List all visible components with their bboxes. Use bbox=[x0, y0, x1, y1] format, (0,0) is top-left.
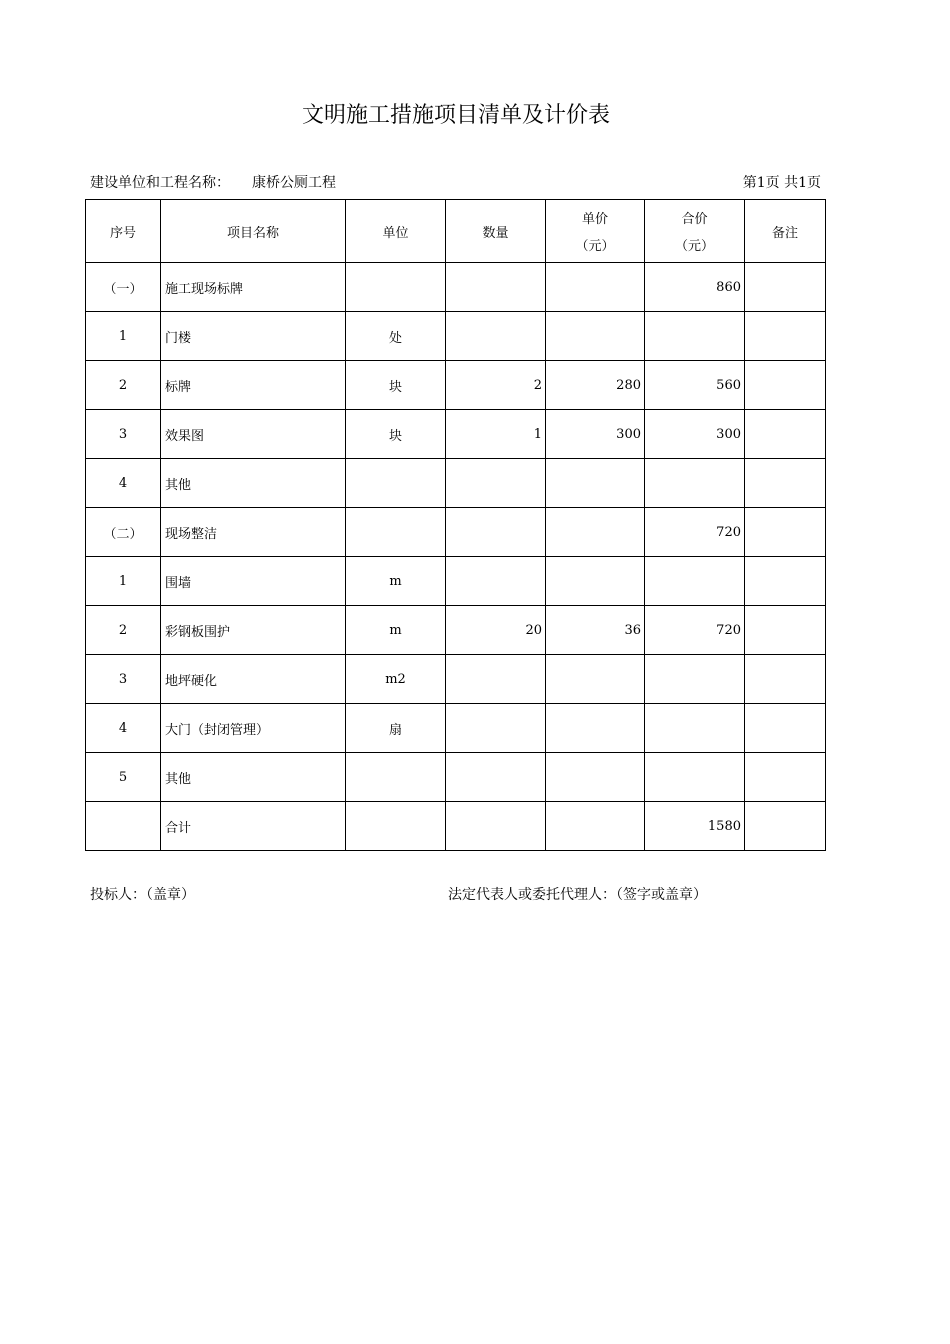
cell-total-price bbox=[645, 655, 745, 704]
cell-seq: 4 bbox=[86, 704, 161, 753]
cell-seq: （一） bbox=[86, 263, 161, 312]
cell-unit bbox=[346, 753, 446, 802]
header-unit-price-line2: （元） bbox=[575, 239, 615, 254]
cell-total-price bbox=[645, 753, 745, 802]
header-total-price bbox=[645, 200, 745, 263]
cell-unit-price bbox=[546, 508, 645, 557]
cell-remark bbox=[745, 753, 826, 802]
cell-unit-price bbox=[546, 459, 645, 508]
table-row bbox=[86, 312, 826, 361]
cell-total-price: 860 bbox=[645, 263, 745, 312]
cell-unit-price bbox=[546, 753, 645, 802]
page-title: 文明施工措施项目清单及计价表 bbox=[301, 103, 610, 128]
cell-quantity bbox=[446, 753, 546, 802]
cell-unit: 块 bbox=[346, 361, 446, 410]
cell-unit: 扇 bbox=[346, 704, 446, 753]
cell-total-price: 300 bbox=[645, 410, 745, 459]
cell-item-name: 其他 bbox=[161, 459, 346, 508]
cell-seq: 2 bbox=[86, 361, 161, 410]
cell-total-price: 720 bbox=[645, 606, 745, 655]
cell-quantity: 1 bbox=[446, 410, 546, 459]
cell-quantity bbox=[446, 802, 546, 851]
table-row bbox=[86, 508, 826, 557]
cell-quantity bbox=[446, 557, 546, 606]
cell-item-name: 施工现场标牌 bbox=[161, 263, 346, 312]
table-header-row bbox=[86, 200, 826, 263]
cell-unit-price: 36 bbox=[546, 606, 645, 655]
table-row bbox=[86, 459, 826, 508]
cell-seq: 3 bbox=[86, 655, 161, 704]
cell-total-price: 1580 bbox=[645, 802, 745, 851]
cell-item-name: 合计 bbox=[161, 802, 346, 851]
project-label: 建设单位和工程名称： bbox=[90, 175, 230, 191]
cell-total-price bbox=[645, 704, 745, 753]
cell-total-price bbox=[645, 557, 745, 606]
cell-unit: m bbox=[346, 606, 446, 655]
header-qty: 数量 bbox=[446, 200, 546, 263]
cell-unit-price bbox=[546, 704, 645, 753]
cell-unit-price: 300 bbox=[546, 410, 645, 459]
cell-remark bbox=[745, 655, 826, 704]
cell-quantity bbox=[446, 459, 546, 508]
cell-item-name: 其他 bbox=[161, 753, 346, 802]
cell-remark bbox=[745, 312, 826, 361]
cell-remark bbox=[745, 459, 826, 508]
cell-unit bbox=[346, 459, 446, 508]
cell-seq: 4 bbox=[86, 459, 161, 508]
representative-signature: 法定代表人或委托代理人：（签字或盖章） bbox=[448, 887, 707, 903]
header-total-price-line1: 合价 bbox=[681, 212, 708, 227]
table-row bbox=[86, 557, 826, 606]
header-unit-price-line1: 单价 bbox=[581, 212, 608, 227]
cell-unit: 块 bbox=[346, 410, 446, 459]
table-row bbox=[86, 361, 826, 410]
cell-remark bbox=[745, 263, 826, 312]
cell-unit-price bbox=[546, 263, 645, 312]
table-row bbox=[86, 704, 826, 753]
cell-remark bbox=[745, 410, 826, 459]
cell-quantity: 20 bbox=[446, 606, 546, 655]
cell-remark bbox=[745, 508, 826, 557]
table-row bbox=[86, 263, 826, 312]
cell-seq: 3 bbox=[86, 410, 161, 459]
cell-seq: 2 bbox=[86, 606, 161, 655]
cell-unit: m bbox=[346, 557, 446, 606]
cell-remark bbox=[745, 802, 826, 851]
cell-unit-price bbox=[546, 557, 645, 606]
cell-remark bbox=[745, 606, 826, 655]
cell-item-name: 大门（封闭管理） bbox=[161, 704, 346, 753]
cell-total-price bbox=[645, 312, 745, 361]
cell-total-price: 560 bbox=[645, 361, 745, 410]
header-unit: 单位 bbox=[346, 200, 446, 263]
header-unit-price bbox=[546, 200, 645, 263]
table-row bbox=[86, 606, 826, 655]
header-seq: 序号 bbox=[86, 200, 161, 263]
cell-item-name: 彩钢板围护 bbox=[161, 606, 346, 655]
project-info bbox=[90, 172, 336, 192]
cell-unit-price bbox=[546, 655, 645, 704]
cell-remark bbox=[745, 361, 826, 410]
table-row bbox=[86, 655, 826, 704]
page-number: 第1页 共1页 bbox=[742, 175, 821, 191]
cell-seq: （二） bbox=[86, 508, 161, 557]
header-total-price-line2: （元） bbox=[674, 239, 714, 254]
cell-unit-price bbox=[546, 802, 645, 851]
cell-item-name: 门楼 bbox=[161, 312, 346, 361]
cell-quantity: 2 bbox=[446, 361, 546, 410]
bidder-seal: 投标人：（盖章） bbox=[90, 887, 195, 903]
cell-seq: 1 bbox=[86, 312, 161, 361]
cell-unit bbox=[346, 263, 446, 312]
cell-quantity bbox=[446, 263, 546, 312]
cell-unit: 处 bbox=[346, 312, 446, 361]
cell-total-price bbox=[645, 459, 745, 508]
cell-seq bbox=[86, 802, 161, 851]
cell-item-name: 效果图 bbox=[161, 410, 346, 459]
pricing-table bbox=[85, 199, 826, 851]
cell-remark bbox=[745, 557, 826, 606]
cell-seq: 1 bbox=[86, 557, 161, 606]
cell-unit-price bbox=[546, 312, 645, 361]
cell-quantity bbox=[446, 508, 546, 557]
table-row bbox=[86, 802, 826, 851]
cell-item-name: 标牌 bbox=[161, 361, 346, 410]
cell-item-name: 地坪硬化 bbox=[161, 655, 346, 704]
cell-remark bbox=[745, 704, 826, 753]
header-remark: 备注 bbox=[745, 200, 826, 263]
cell-unit bbox=[346, 508, 446, 557]
cell-unit bbox=[346, 802, 446, 851]
table-row bbox=[86, 753, 826, 802]
cell-seq: 5 bbox=[86, 753, 161, 802]
cell-item-name: 围墙 bbox=[161, 557, 346, 606]
cell-quantity bbox=[446, 704, 546, 753]
project-name: 康桥公厕工程 bbox=[252, 175, 336, 191]
cell-quantity bbox=[446, 655, 546, 704]
table-row bbox=[86, 410, 826, 459]
cell-unit: m2 bbox=[346, 655, 446, 704]
cell-quantity bbox=[446, 312, 546, 361]
cell-unit-price: 280 bbox=[546, 361, 645, 410]
cell-total-price: 720 bbox=[645, 508, 745, 557]
cell-item-name: 现场整洁 bbox=[161, 508, 346, 557]
header-name: 项目名称 bbox=[161, 200, 346, 263]
